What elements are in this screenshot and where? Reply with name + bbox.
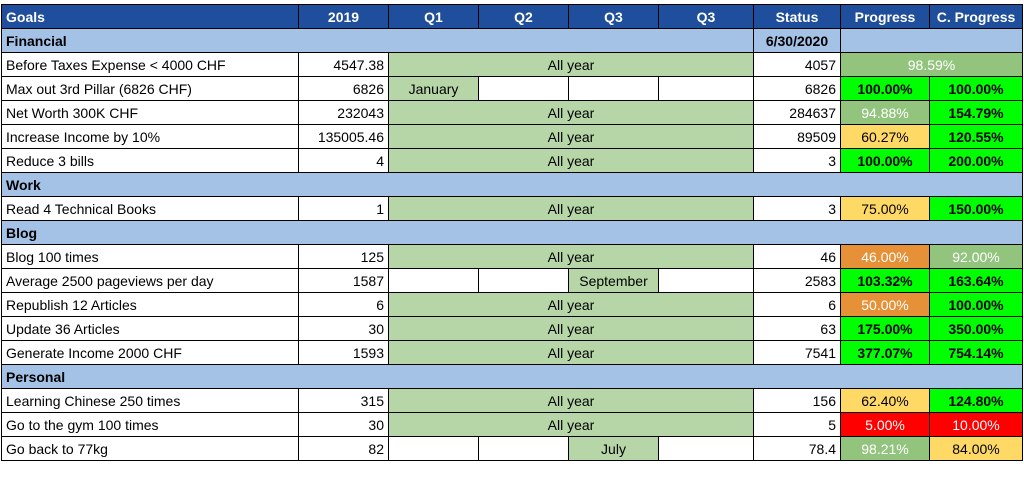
header-c-progress[interactable]: C. Progress [930, 5, 1023, 29]
goal-cell[interactable]: Net Worth 300K CHF [2, 101, 299, 125]
progress-merged-cell[interactable]: 98.59% [841, 53, 1023, 77]
period-cell[interactable]: All year [389, 125, 754, 149]
table-row [2, 269, 1023, 293]
period-cell[interactable]: All year [389, 197, 754, 221]
progress-cell[interactable]: 94.88% [841, 101, 930, 125]
status-cell[interactable]: 3 [754, 197, 841, 221]
goal-cell[interactable]: Read 4 Technical Books [2, 197, 299, 221]
q1-cell[interactable]: January [389, 77, 479, 101]
q3-cell[interactable]: July [569, 437, 659, 461]
goal-cell[interactable]: Learning Chinese 250 times [2, 389, 299, 413]
status-cell[interactable]: 89509 [754, 125, 841, 149]
table-row [2, 293, 1023, 317]
progress-cell[interactable]: 377.07% [841, 341, 930, 365]
status-cell[interactable]: 78.4 [754, 437, 841, 461]
status-cell[interactable]: 156 [754, 389, 841, 413]
c-progress-cell[interactable]: 754.14% [930, 341, 1023, 365]
c-progress-cell[interactable]: 92.00% [930, 245, 1023, 269]
goal-cell[interactable]: Increase Income by 10% [2, 125, 299, 149]
progress-cell[interactable]: 100.00% [841, 77, 930, 101]
period-cell[interactable]: All year [389, 293, 754, 317]
section-title-financial[interactable]: Financial [2, 29, 754, 53]
value-2019-cell[interactable]: 6 [299, 293, 389, 317]
table-row [2, 437, 1023, 461]
table-row [2, 77, 1023, 101]
goal-cell[interactable]: Generate Income 2000 CHF [2, 341, 299, 365]
c-progress-cell[interactable]: 200.00% [930, 149, 1023, 173]
q2-cell[interactable] [479, 437, 569, 461]
goal-cell[interactable]: Max out 3rd Pillar (6826 CHF) [2, 77, 299, 101]
table-row [2, 341, 1023, 365]
header-status[interactable]: Status [754, 5, 841, 29]
value-2019-cell[interactable]: 30 [299, 317, 389, 341]
goal-cell[interactable]: Average 2500 pageviews per day [2, 269, 299, 293]
goal-cell[interactable]: Republish 12 Articles [2, 293, 299, 317]
status-cell[interactable]: 46 [754, 245, 841, 269]
q2-cell[interactable] [479, 269, 569, 293]
value-2019-cell[interactable]: 4547.38 [299, 53, 389, 77]
table-row [2, 245, 1023, 269]
header-2019[interactable]: 2019 [299, 5, 389, 29]
q3-second-cell[interactable] [659, 77, 754, 101]
value-2019-cell[interactable]: 135005.46 [299, 125, 389, 149]
c-progress-cell[interactable]: 100.00% [930, 77, 1023, 101]
section-title-personal[interactable]: Personal [2, 365, 1023, 389]
progress-cell[interactable]: 62.40% [841, 389, 930, 413]
status-cell[interactable]: 284637 [754, 101, 841, 125]
table-row [2, 149, 1023, 173]
value-2019-cell[interactable]: 4 [299, 149, 389, 173]
progress-cell[interactable]: 5.00% [841, 413, 930, 437]
goal-cell[interactable]: Go back to 77kg [2, 437, 299, 461]
goal-cell[interactable]: Blog 100 times [2, 245, 299, 269]
table-row [2, 389, 1023, 413]
c-progress-cell[interactable]: 163.64% [930, 269, 1023, 293]
section-row-work [2, 173, 1023, 197]
q3-cell[interactable] [569, 77, 659, 101]
q2-cell[interactable] [479, 77, 569, 101]
value-2019-cell[interactable]: 30 [299, 413, 389, 437]
progress-cell[interactable]: 50.00% [841, 293, 930, 317]
section-title-blog[interactable]: Blog [2, 221, 1023, 245]
c-progress-cell[interactable]: 350.00% [930, 317, 1023, 341]
status-cell[interactable]: 5 [754, 413, 841, 437]
period-cell[interactable]: All year [389, 149, 754, 173]
c-progress-cell[interactable]: 120.55% [930, 125, 1023, 149]
period-cell[interactable]: All year [389, 317, 754, 341]
section-title-work[interactable]: Work [2, 173, 1023, 197]
progress-cell[interactable]: 175.00% [841, 317, 930, 341]
goal-cell[interactable]: Update 36 Articles [2, 317, 299, 341]
header-q3[interactable]: Q3 [569, 5, 659, 29]
table-row [2, 197, 1023, 221]
progress-cell[interactable]: 100.00% [841, 149, 930, 173]
c-progress-cell[interactable]: 100.00% [930, 293, 1023, 317]
goal-cell[interactable]: Before Taxes Expense < 4000 CHF [2, 53, 299, 77]
period-cell[interactable]: All year [389, 341, 754, 365]
period-cell[interactable]: All year [389, 53, 754, 77]
goal-cell[interactable]: Go to the gym 100 times [2, 413, 299, 437]
goal-cell[interactable]: Reduce 3 bills [2, 149, 299, 173]
header-q2[interactable]: Q2 [479, 5, 569, 29]
value-2019-cell[interactable]: 6826 [299, 77, 389, 101]
period-cell[interactable]: All year [389, 101, 754, 125]
table-row [2, 125, 1023, 149]
value-2019-cell[interactable]: 125 [299, 245, 389, 269]
value-2019-cell[interactable]: 232043 [299, 101, 389, 125]
q3-cell[interactable]: September [569, 269, 659, 293]
header-progress[interactable]: Progress [841, 5, 930, 29]
c-progress-cell[interactable]: 154.79% [930, 101, 1023, 125]
progress-cell[interactable]: 75.00% [841, 197, 930, 221]
section-row-financial [2, 29, 1023, 53]
period-cell[interactable]: All year [389, 245, 754, 269]
section-fill [841, 29, 1023, 53]
header-row [2, 5, 1023, 29]
goals-table [1, 4, 1023, 461]
c-progress-cell[interactable]: 10.00% [930, 413, 1023, 437]
status-cell[interactable]: 63 [754, 317, 841, 341]
progress-cell[interactable]: 103.32% [841, 269, 930, 293]
c-progress-cell[interactable]: 124.80% [930, 389, 1023, 413]
period-cell[interactable]: All year [389, 389, 754, 413]
value-2019-cell[interactable]: 315 [299, 389, 389, 413]
header-q1[interactable]: Q1 [389, 5, 479, 29]
header-goals[interactable]: Goals [2, 5, 299, 29]
status-cell[interactable]: 6 [754, 293, 841, 317]
section-row-blog [2, 221, 1023, 245]
progress-cell[interactable]: 60.27% [841, 125, 930, 149]
status-date[interactable]: 6/30/2020 [754, 29, 841, 53]
q1-cell[interactable] [389, 437, 479, 461]
status-cell[interactable]: 6826 [754, 77, 841, 101]
c-progress-cell[interactable]: 84.00% [930, 437, 1023, 461]
table-row [2, 413, 1023, 437]
status-cell[interactable]: 7541 [754, 341, 841, 365]
section-row-personal [2, 365, 1023, 389]
value-2019-cell[interactable]: 82 [299, 437, 389, 461]
header-q3-second[interactable]: Q3 [659, 5, 754, 29]
q1-cell[interactable] [389, 269, 479, 293]
table-row [2, 53, 1023, 77]
period-cell[interactable]: All year [389, 413, 754, 437]
progress-cell[interactable]: 98.21% [841, 437, 930, 461]
status-cell[interactable]: 3 [754, 149, 841, 173]
table-row [2, 317, 1023, 341]
q3-second-cell[interactable] [659, 437, 754, 461]
status-cell[interactable]: 4057 [754, 53, 841, 77]
q3-second-cell[interactable] [659, 269, 754, 293]
c-progress-cell[interactable]: 150.00% [930, 197, 1023, 221]
value-2019-cell[interactable]: 1587 [299, 269, 389, 293]
table-row [2, 101, 1023, 125]
status-cell[interactable]: 2583 [754, 269, 841, 293]
progress-cell[interactable]: 46.00% [841, 245, 930, 269]
value-2019-cell[interactable]: 1 [299, 197, 389, 221]
value-2019-cell[interactable]: 1593 [299, 341, 389, 365]
